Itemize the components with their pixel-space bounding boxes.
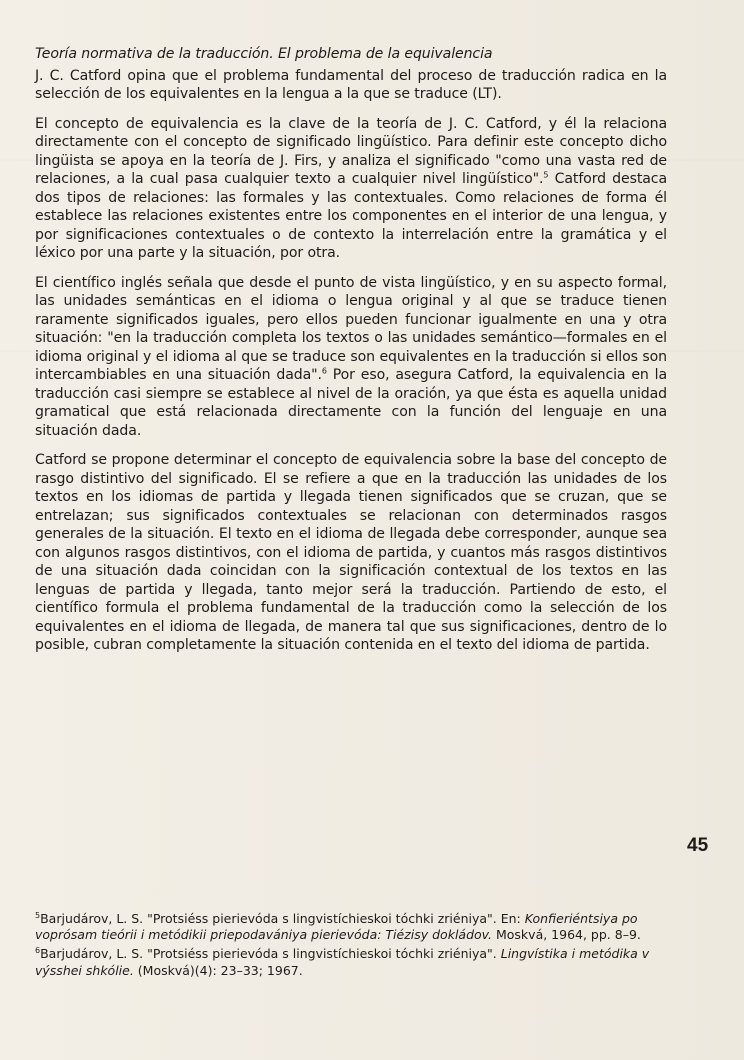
footnotes [35, 911, 667, 982]
footnote-6-plain-2: (Moskvá)(4): 23–33; 1967. [133, 962, 303, 978]
section-heading: Teoría normativa de la traducción. El problema de la equivalencia [35, 46, 493, 62]
page-number: 45 [687, 835, 709, 856]
footnote-5 [35, 911, 667, 943]
footnote-5-mark: 5 [35, 910, 41, 920]
footnote-5-plain-1: Barjudárov, L. S. "Protsiéss pierievóda s lingvistíchieskoi tóchki zriéniya". En: [40, 911, 525, 926]
footnote-ref-5: 5 [543, 170, 549, 180]
paragraph-2-text-after: Catford destaca dos tipos de relaciones: las formales y las contextuales. Como relaciones de forma él establece las relaciones existentes entre los componentes en el interior de una lengua, y por significaciones contextuales o de contexto la interrelación entre la gramática y el léxico por una parte y la situación, por otra. [35, 171, 667, 261]
footnote-5-italic: Konfieriéntsiya po voprósam tieórii i metódikii priepodavániya pierievóda: Tiézisy dokládov. [35, 911, 638, 943]
main-text [35, 45, 667, 666]
paragraph-3-text-before: El científico inglés señala que desde el punto de vista lingüístico, y en su aspecto formal, las unidades semánticas en el idioma o lengua original y al que se traduce tienen raramente significados iguales, pero ellos pueden funcionar igualmente en una y otra situación: "en la traducción completa los textos o las unidades semántico—formales en el idioma original y el idioma al que se traduce son equivalentes en la traducción si ellos son intercambiables en una situación dada". [35, 274, 667, 383]
footnote-5-plain-2: Moskvá, 1964, pp. 8–9. [492, 927, 641, 943]
footnote-6-italic: Lingvístika i metódika v výsshei shkólie. [35, 946, 650, 978]
paragraph-2 [35, 115, 667, 263]
paragraph-3 [35, 274, 667, 441]
footnote-6-plain-1: Barjudárov, L. S. "Protsiéss pierievóda s lingvistíchieskoi tóchki zriéniya". [40, 946, 501, 962]
footnote-6-mark: 6 [35, 946, 41, 956]
footnote-6 [35, 946, 667, 978]
paragraph-1: J. C. Catford opina que el problema fundamental del proceso de traducción radica en la selección de los equivalentes en la lengua a la que se traduce (LT). [35, 67, 667, 102]
paragraph-4: Catford se propone determinar el concepto de equivalencia sobre la base del concepto de rasgo distintivo del significado. El se refiere a que en la traducción las unidades de los textos en los idiomas de partida y llegada tienen significados que se cruzan, que se entrelazan; sus significados contextuales se relacionan con determinados rasgos generales de la situación. El texto en el idioma de llegada debe corresponder, aunque sea con algunos rasgos distintivos, con el idioma de partida, y cuantos más rasgos distintivos de una situación dada coincidan con la significación contextual de los textos en las lenguas de partida y llegada, tanto mejor será la traducción. Partiendo de esto, el científico formula el problema fundamental de la traducción como la selección de los equivalentes en el idioma de llegada, de manera tal que sus significaciones, dentro de lo posible, cubran completamente la situación contenida en el texto del idioma de partida. [35, 452, 667, 653]
footnote-ref-6: 6 [321, 366, 327, 376]
paragraph-2-text-before: El concepto de equivalencia es la clave de la teoría de J. C. Catford, y él la relaciona directamente con el concepto de significado lingüístico. Para definir este concepto dicho lingüista se apoya en la teoría de J. Firs, y analiza el significado "como una vasta red de relaciones, a la cual pasa cualquier texto a cualquier nivel lingüístico". [35, 115, 667, 187]
paragraph-3-text-after: Por eso, asegura Catford, la equivalencia en la traducción casi siempre se establece al nivel de la oración, ya que ésta es aquella unidad gramatical que está relacionada directamente con la función del lenguaje en una situación dada. [35, 367, 667, 439]
